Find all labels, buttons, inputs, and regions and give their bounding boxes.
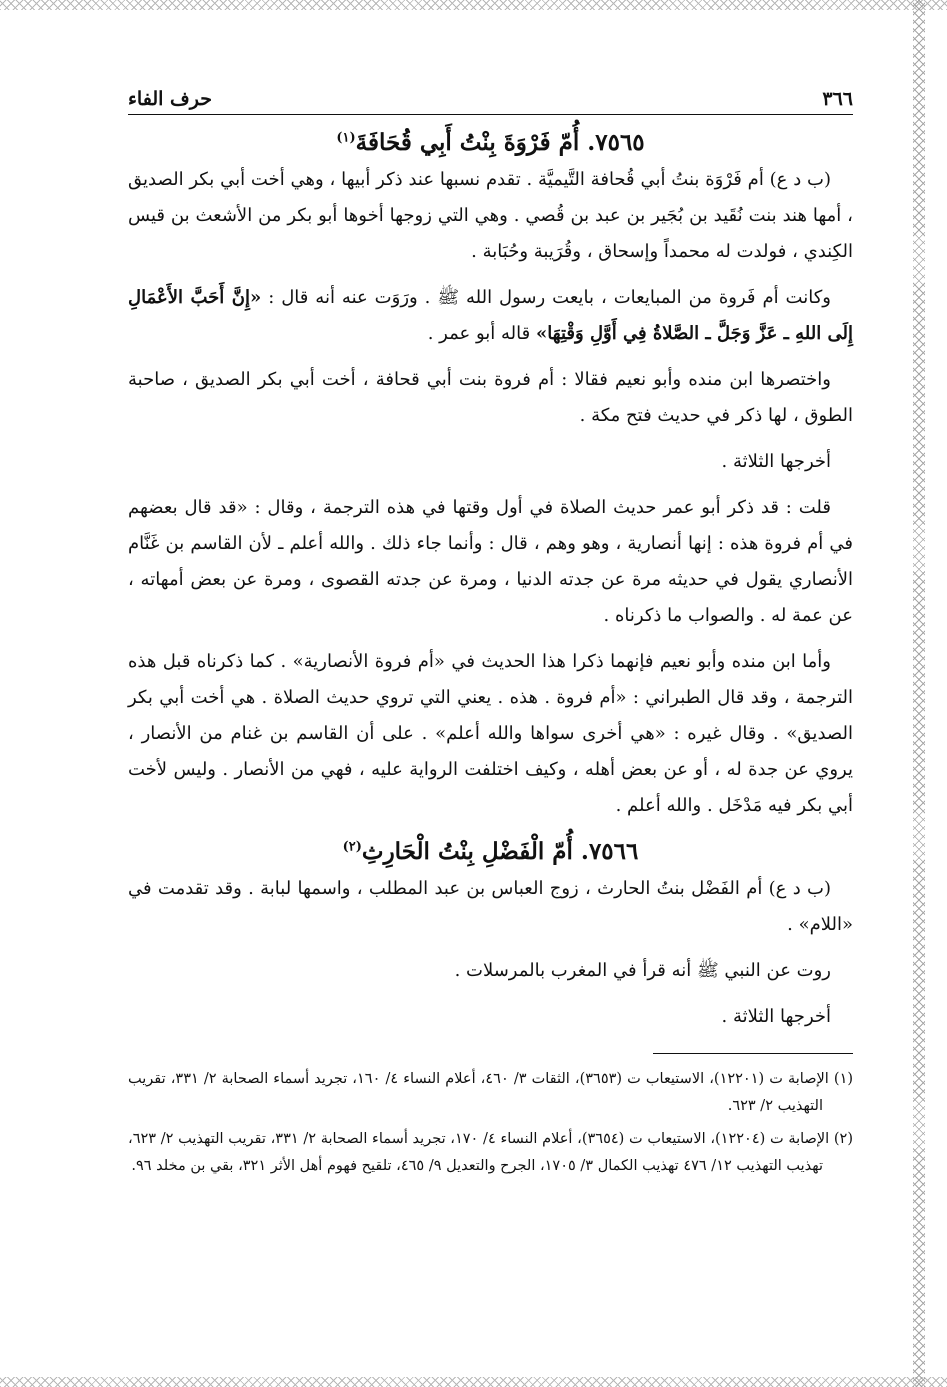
section-title: حرف الفاء (128, 88, 212, 110)
decorative-border-bottom (0, 1377, 947, 1387)
decorative-border-top (0, 0, 947, 10)
hadith-quote: «إِنَّ أَحَبَّ الأَعْمَالِ إِلَى اللهِ ـ عَزَّ وَجَلَّ ـ الصَّلاةُ فِي أَوَّلِ وَقْتِهَا» (128, 287, 853, 344)
paragraph: وأما ابن منده وأبو نعيم فإنهما ذكرا هذا الحديث في «أم فروة الأنصارية» . كما ذكرناه قبل هذه الترجمة ، وقد قال الطبراني : «أم فروة . هذه . يعني التي تروي حديث الصلاة . هي أخت أبي بكر الصديق» . وقال غيره : «هي أخرى سواها والله أعلم» . على أن القاسم بن غنام من الأنصار ، يروي عن جدة له ، أو عن بعض أهله ، وكيف اختلفت الرواية عليه ، فهي من الأنصار . وليس لأخت أبي بكر فيه مَدْخَل . والله أعلم . (128, 651, 853, 816)
paragraph-text: قاله أبو عمر . (427, 323, 531, 344)
paragraph: واختصرها ابن منده وأبو نعيم فقالا : أم فروة بنت أبي قحافة ، أخت أبي بكر الصديق ، صاحبة الطوق ، لها ذكر في حديث فتح مكة . (128, 369, 853, 426)
footnote-ref: (٢) (342, 839, 362, 855)
entry-heading: ٧٥٦٥. أُمّ فَرْوَةَ بِنْتُ أَبِي قُحَافَةَ$^{(١)}$ (336, 129, 645, 156)
entry-number: ٧٥٦٦ (588, 838, 639, 865)
paragraph: روت عن النبي ﷺ أنه قرأ في المغرب بالمرسلات . (454, 960, 831, 981)
running-head (128, 80, 853, 115)
paragraph: أخرجها الثلاثة . (721, 451, 831, 472)
paragraph: أخرجها الثلاثة . (721, 1006, 831, 1027)
footnote: (٢) الإصابة ت (١٢٢٠٤)، الاستيعاب ت (٣٦٥٤)، أعلام النساء ٤/ ١٧٠، تجريد أسماء الصحابة ٢/ ٣٣١، تقريب التهذيب ٢/ ٦٢٣، تهذيب التهذيب ١٢/ ٤٧٦ تهذيب الكمال ٣/ ١٧٠٥، الجرح والتعديل ٩/ ٤٦٥، تلقيح فهوم أهل الأثر ٣٢١، بقي بن مخلد ٩٦. (128, 1131, 853, 1174)
decorative-border-right (913, 0, 925, 1387)
entry-heading: ٧٥٦٦. أُمّ الْفَضْلِ بِنْتُ الْحَارِثِ$^{(٢)}$ (342, 838, 639, 865)
paragraph: (ب د ع) أم فَرْوَة بنتُ أبي قُحافة التَّيميَّة . تقدم نسبها عند ذكر أبيها ، وهي أخت أبي بكر الصديق ، أمها هند بنت نُقَيد بن بُجَير بن عبد بن قُصي . وهي التي زوجها أخوها أبو بكر من الأشعث بن قيس الكِندي ، فولدت له محمداً وإسحاق ، وقُرَيبة وحُبَابة . (128, 169, 853, 262)
paragraph (128, 280, 853, 352)
footnote: (١) الإصابة ت (١٢٢٠١)، الاستيعاب ت (٣٦٥٣)، الثقات ٣/ ٤٦٠، أعلام النساء ٤/ ١٦٠، تجريد أسماء الصحابة ٢/ ٣٣١، تقريب التهذيب ٢/ ٦٢٣. (128, 1071, 854, 1114)
entry-title: أُمّ الْفَضْلِ بِنْتُ الْحَارِثِ (361, 838, 573, 865)
paragraph-text: وكانت أم فَروة من المبايعات ، بايعت رسول الله ﷺ . ورَوَت عنه أنه قال : (268, 287, 831, 308)
entry-number: ٧٥٦٥ (595, 129, 645, 156)
paragraph: قلت : قد ذكر أبو عمر حديث الصلاة في أول وقتها في هذه الترجمة ، وقال : «قد قال بعضهم في أم فروة هذه : إنها أنصارية ، وهو وهم ، قال : وأنما جاء ذلك . والله أعلم ـ لأن القاسم بن غَنَّام الأنصاري يقول في حديثه مرة عن جدته الدنيا ، ومرة عن جدته القصوى ، ومرة عن بعض أمهاته ، عن عمة له . والصواب ما ذكرناه . (128, 497, 853, 626)
footnote-separator (653, 1053, 853, 1054)
book-page (128, 80, 853, 1186)
page-number: ٣٦٦ (822, 88, 853, 110)
entry-title: أُمّ فَرْوَةَ بِنْتُ أَبِي قُحَافَةَ (355, 129, 580, 156)
footnote-ref: (١) (336, 130, 356, 146)
paragraph: (ب د ع) أم الفَضْل بنتُ الحارث ، زوج العباس بن عبد المطلب ، واسمها لبابة . وقد تقدمت في «اللام» . (128, 878, 853, 935)
